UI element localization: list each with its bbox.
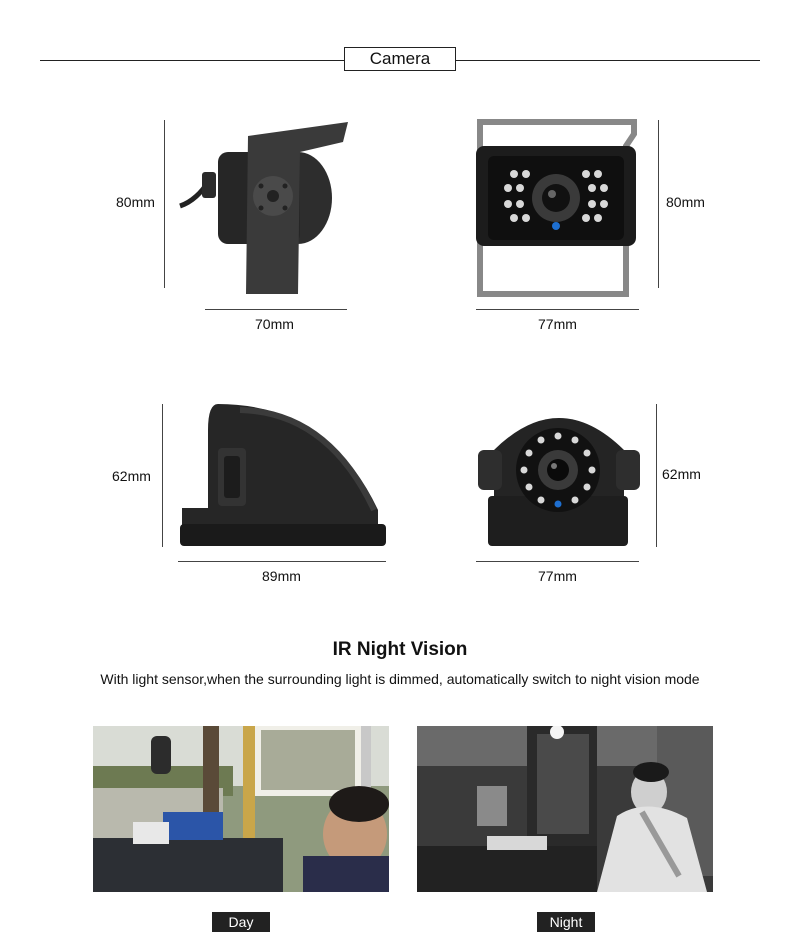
cam3-height-line [162, 404, 163, 547]
day-photo [93, 726, 389, 892]
cam4-height-line [656, 404, 657, 547]
cam1-height-line [164, 120, 165, 288]
header-rule-left [40, 60, 344, 61]
night-photo [417, 726, 713, 892]
cam3-width-label: 89mm [262, 568, 301, 584]
cam4-height-label: 62mm [662, 466, 701, 482]
cam4-width-line [476, 561, 639, 562]
section-title: Camera [344, 47, 456, 71]
cam3-image [178, 400, 388, 552]
cam2-width-label: 77mm [538, 316, 577, 332]
cam3-height-label: 62mm [112, 468, 151, 484]
cam3-width-line [178, 561, 386, 562]
cam4-width-label: 77mm [538, 568, 577, 584]
cam1-width-line [205, 309, 347, 310]
cam1-width-label: 70mm [255, 316, 294, 332]
cam1-image [178, 118, 353, 298]
header-rule-right [456, 60, 760, 61]
cam2-image [466, 118, 646, 298]
cam2-height-label: 80mm [666, 194, 705, 210]
day-label: Day [212, 912, 270, 932]
cam4-image [474, 400, 644, 552]
night-vision-description: With light sensor,when the surrounding light is dimmed, automatically switch to night vision mode [100, 671, 700, 687]
night-label: Night [537, 912, 595, 932]
cam1-height-label: 80mm [116, 194, 155, 210]
cam2-height-line [658, 120, 659, 288]
night-vision-heading: IR Night Vision [332, 639, 468, 660]
cam2-width-line [476, 309, 639, 310]
